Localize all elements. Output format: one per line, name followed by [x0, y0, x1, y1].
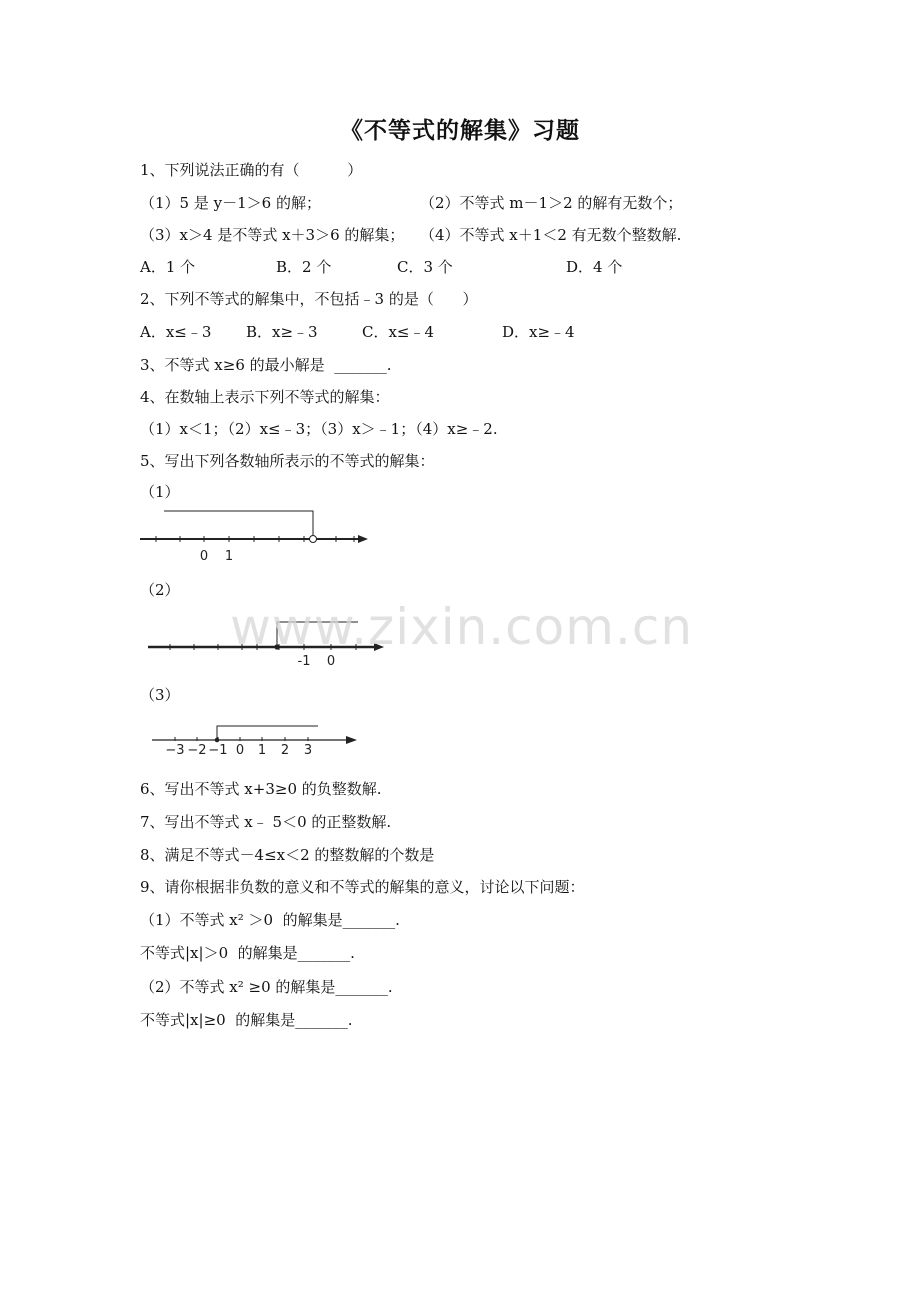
- number-line-1: [136, 504, 376, 570]
- q1-stem: 1、下列说法正确的有（ ）: [140, 161, 363, 179]
- solution-bracket-1: [164, 511, 313, 539]
- closed-endpoint-3: [215, 738, 220, 743]
- q2-option-c: C．x≤﹣4: [362, 323, 435, 341]
- q9-part-2b: 不等式|x|≥0 的解集是_______.: [140, 1011, 353, 1029]
- q5-stem: 5、写出下列各数轴所表示的不等式的解集：: [140, 452, 435, 470]
- tick-label-3-0: −3: [165, 743, 185, 758]
- tick-label-3-4: 1: [257, 743, 267, 758]
- solution-bracket-3: [217, 726, 318, 740]
- q1-statement-4: （4）不等式 x＋1＜2 有无数个整数解.: [420, 226, 682, 244]
- q9-part-1b: 不等式|x|＞0 的解集是_______.: [140, 944, 355, 962]
- tick-label-2-1: 0: [326, 654, 336, 669]
- tick-label-3-6: 3: [303, 743, 313, 758]
- q3-stem: 3、不等式 x≥6 的最小解是 _______.: [140, 356, 392, 374]
- tick-label-2-0: -1: [297, 654, 311, 669]
- q8-stem: 8、满足不等式－4≤x＜2 的整数解的个数是: [140, 846, 435, 864]
- q1-statement-3: （3）x＞4 是不等式 x＋3＞6 的解集；: [140, 226, 405, 244]
- q9-stem: 9、请你根据非负数的意义和不等式的解集的意义，讨论以下问题：: [140, 878, 585, 896]
- q1-option-c: C．3 个: [397, 258, 453, 276]
- q1-statement-2: （2）不等式 m－1＞2 的解有无数个；: [420, 194, 683, 212]
- q2-option-b: B．x≥﹣3: [246, 323, 318, 341]
- open-endpoint-1: [310, 536, 317, 543]
- q1-statement-1: （1）5 是 y－1＞6 的解；: [140, 194, 321, 212]
- tick-label-3-5: 2: [280, 743, 290, 758]
- watermark: www.zixin.com.cn: [230, 598, 694, 656]
- tick-label-1-0: 0: [199, 549, 209, 564]
- tick-label-3-2: −1: [208, 743, 228, 758]
- q7-stem: 7、写出不等式 x﹣ 5＜0 的正整数解.: [140, 813, 392, 831]
- number-line-3: [150, 720, 364, 760]
- tick-label-3-3: 0: [235, 743, 245, 758]
- page-title: 《不等式的解集》习题: [340, 117, 580, 144]
- q9-part-1a: （1）不等式 x² ＞0 的解集是_______.: [140, 911, 400, 929]
- q6-stem: 6、写出不等式 x+3≥0 的负整数解.: [140, 780, 382, 798]
- q2-option-a: A．x≤﹣3: [140, 323, 212, 341]
- tick-label-3-1: −2: [187, 743, 207, 758]
- q1-option-d: D．4 个: [566, 258, 623, 276]
- q2-option-d: D．x≥﹣4: [502, 323, 575, 341]
- q4-stem: 4、在数轴上表示下列不等式的解集：: [140, 388, 390, 406]
- q1-option-b: B．2 个: [276, 258, 332, 276]
- q9-part-2a: （2）不等式 x² ≥0 的解集是_______.: [140, 978, 393, 996]
- tick-label-1-1: 1: [224, 549, 234, 564]
- q4-items: （1）x＜1；（2）x≤﹣3；（3）x＞﹣1；（4）x≥﹣2.: [140, 420, 498, 438]
- q1-option-a: A．1 个: [140, 258, 196, 276]
- q5-figure-2-label: （2）: [140, 581, 180, 599]
- q2-stem: 2、下列不等式的解集中，不包括﹣3 的是（ ）: [140, 290, 478, 308]
- q5-figure-1-label: （1）: [140, 483, 180, 501]
- q5-figure-3-label: （3）: [140, 686, 180, 704]
